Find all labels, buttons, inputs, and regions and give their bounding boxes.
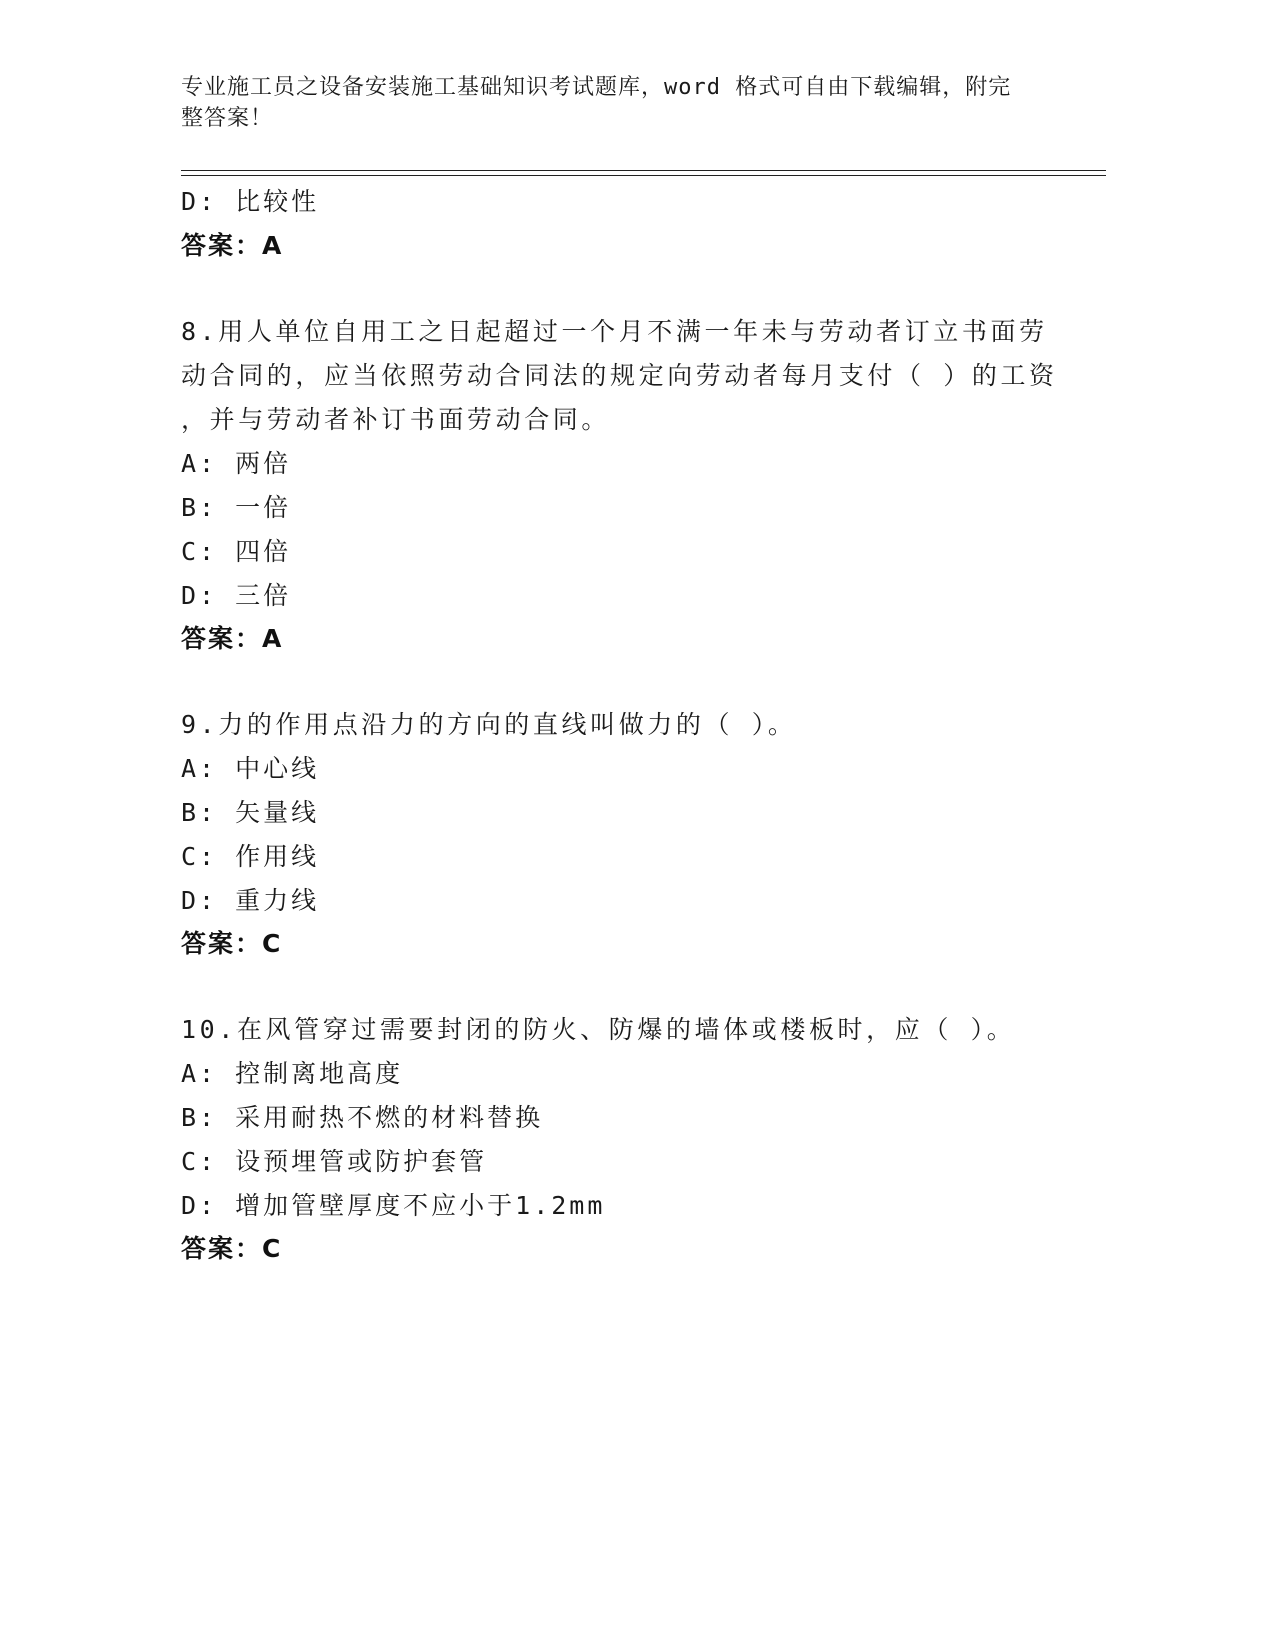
q8-stem-line-3: ，并与劳动者补订书面劳动合同。 <box>181 405 611 434</box>
header-line-2: 整答案！ <box>181 106 274 131</box>
q10-stem-line-1: 10.在风管穿过需要封闭的防火、防爆的墙体或楼板时，应（ ）。 <box>181 1015 1016 1044</box>
q10-option-d: D: 增加管壁厚度不应小于1.2mm <box>181 1191 606 1220</box>
q8-stem-line-2: 动合同的，应当依照劳动合同法的规定向劳动者每月支付（ ）的工资 <box>181 361 1058 390</box>
carryover-option-d: D: 比较性 <box>181 187 320 216</box>
q9-option-b: B: 矢量线 <box>181 798 320 827</box>
carryover-answer: 答案：A <box>181 231 284 260</box>
q10-option-a: A: 控制离地高度 <box>181 1059 404 1088</box>
q9-option-c: C: 作用线 <box>181 842 320 871</box>
q9-answer: 答案：C <box>181 929 283 958</box>
q10-option-c: C: 设预埋管或防护套管 <box>181 1147 488 1176</box>
q8-answer: 答案：A <box>181 624 284 653</box>
q9-option-a: A: 中心线 <box>181 754 320 783</box>
q9-option-d: D: 重力线 <box>181 886 320 915</box>
q10-option-b: B: 采用耐热不燃的材料替换 <box>181 1103 544 1132</box>
q8-option-b: B: 一倍 <box>181 493 292 522</box>
q9-stem-line-1: 9.力的作用点沿力的方向的直线叫做力的（ ）。 <box>181 710 797 739</box>
q10-answer: 答案：C <box>181 1234 283 1263</box>
document-header <box>181 72 1041 134</box>
header-divider-top <box>181 170 1106 171</box>
q8-option-c: C: 四倍 <box>181 537 292 566</box>
header-line-1: 专业施工员之设备安装施工基础知识考试题库，word 格式可自由下载编辑，附完 <box>181 75 1012 100</box>
q8-stem-line-1: 8.用人单位自用工之日起超过一个月不满一年未与劳动者订立书面劳 <box>181 317 1048 346</box>
q8-option-a: A: 两倍 <box>181 449 292 478</box>
header-divider-bottom <box>181 175 1106 176</box>
q8-option-d: D: 三倍 <box>181 581 292 610</box>
